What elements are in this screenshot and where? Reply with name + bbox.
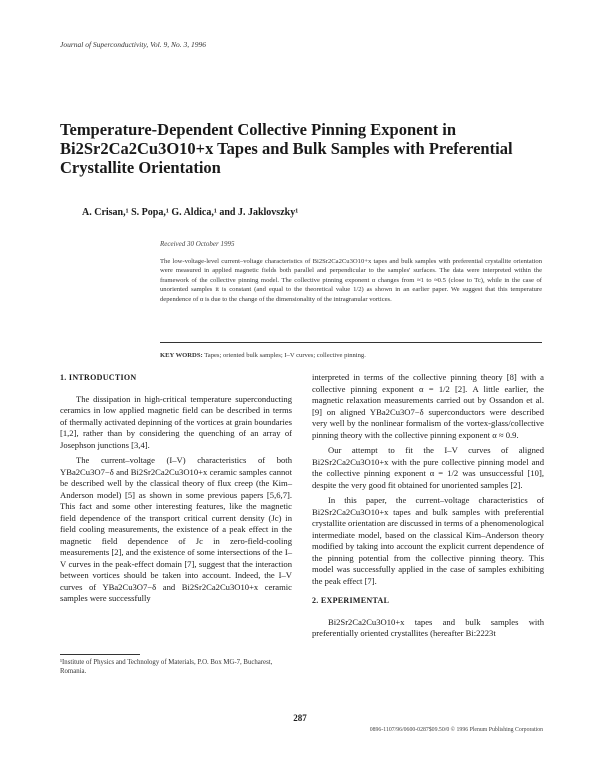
page-number: 287 <box>293 713 307 723</box>
experimental-paragraph: Bi2Sr2Ca2Cu3O10+x tapes and bulk samples with preferentially oriented crystallites (hereafter Bi:2223t <box>312 616 544 638</box>
intro-paragraph-4: Our attempt to fit the I–V curves of aligned Bi2Sr2Ca2Cu3O10+x with the pure collective pinning model and the collective pinning exponent α = 1/2 was unsuccessful [10], despite the very good fit obtained for unoriented samples [2]. <box>312 445 544 490</box>
right-column <box>312 372 544 644</box>
abstract: The low-voltage-level current–voltage characteristics of Bi2Sr2Ca2Cu3O10+x tapes and bulk samples with preferential crystallite orientation were measured in applied magnetic fields both parallel and perpendicular to the samples' surfaces. The data were interpreted within the framework of the collective pinning model. The collective pinning exponent α changes from ≈1 to ≈0.5 (close to Tc), while in the case of unoriented samples it is constant (and equal to the theoretical value 1/2) as shown in an earlier paper. We suggest that this temperature dependence of α is due to the change of the dimensionality of the intragranular vortices. <box>160 258 542 303</box>
section-title-introduction: 1. INTRODUCTION <box>60 373 137 382</box>
keywords-label: KEY WORDS: <box>160 352 203 359</box>
intro-paragraph-5: In this paper, the current–voltage characteristics of Bi2Sr2Ca2Cu3O10+x tapes and bulk samples with preferential crystallite orientation are discussed in terms of a phenomenological intermediate model, based on the classical Kim–Anderson theory modified by taking into account the explicit current dependence of the pinning potential from the collective pinning theory. This model was successfully applied in the case of samples exhibiting the peak effect [7]. <box>312 495 544 586</box>
footnote-rule <box>60 654 140 655</box>
left-column <box>60 372 292 609</box>
affiliation-footnote: ¹Institute of Physics and Technology of Materials, P.O. Box MG-7, Bucharest, Romania. <box>60 659 273 675</box>
received-date: Received 30 October 1995 <box>160 240 235 248</box>
intro-paragraph-2: The current–voltage (I–V) characteristics of both YBa2Cu3O7−δ and Bi2Sr2Ca2Cu3O10+x ceramic samples cannot be described well by the classical theory of flux creep (the Kim–Anderson model) [5] as shown in some previous papers [5,6,7]. This fact and some other interesting features, like the magnetic field dependence of the transport critical current density (Jc) in field cooling measurements, the existence of a peak effect in the magnetic field dependence of Jc in zero-field-cooling measurements [2], and the existence of some intersections of the I–V curves in the peak-effect domain [7], suggest that the interaction between vortices should be taken into account. Indeed, the I–V curves of YBa2Cu3O7−δ and Bi2Sr2Ca2Cu3O10+x ceramic samples were successfully <box>60 455 292 603</box>
intro-paragraph-1: The dissipation in high-critical temperature superconducting ceramics in low applied magnetic field can be described in terms of thermally activated depinning of the vortices at grain boundaries [1,2], rather than by considering the quenching of an array of Josephson junctions [3,4]. <box>60 393 292 450</box>
keywords-text: Tapes; oriented bulk samples; I–V curves; collective pinning. <box>204 352 366 359</box>
paper-title: Temperature-Dependent Collective Pinning Exponent in Bi2Sr2Ca2Cu3O10+x Tapes and Bulk Samples with Preferential Crystallite Orientation <box>60 120 513 177</box>
section-title-experimental: 2. EXPERIMENTAL <box>312 596 390 605</box>
journal-header: Journal of Superconductivity, Vol. 9, No. 3, 1996 <box>60 40 206 49</box>
intro-paragraph-3: interpreted in terms of the collective pinning theory [8] with a collective pinning exponent α = 1/2 [2]. A little earlier, the magnetic relaxation measurements carried out by Ossandon et al. [9] on aligned YBa2Cu3O7−δ superconductors were described very well by the nonlinear formalism of the vortex-glass/collective pinning theory with the collective pinning exponent α ≈ 0.9. <box>312 372 544 440</box>
abstract-bottom-rule <box>160 342 542 343</box>
keywords-line <box>160 352 366 359</box>
copyright-line: 0896-1107/96/0600-0287$09.50/0 © 1996 Plenum Publishing Corporation <box>369 727 543 733</box>
author-list: A. Crisan,¹ S. Popa,¹ G. Aldica,¹ and J. Jaklovszky¹ <box>82 207 299 218</box>
